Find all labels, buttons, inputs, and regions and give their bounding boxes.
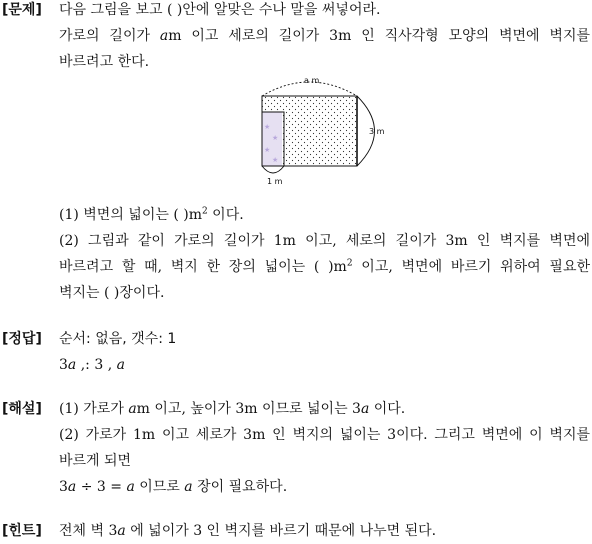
explanation-line4: 3a ÷ 3 = a 이므로 a 장이 필요하다. [59, 479, 288, 495]
problem-intro-line2: 바르려고 한다. [59, 54, 150, 70]
answer-tag: [정답] [2, 331, 42, 347]
question-2-line2: 바르려고 할 때, 벽지 한 장의 넓이는 ( )$m^2$ 이고, 벽면에 바르기 위하여 필요한 [59, 258, 590, 275]
answer-value: 3a ,: 3 , a [59, 357, 125, 373]
question-2-line3: 벽지는 ( )장이다. [59, 285, 165, 301]
answer-body [59, 326, 590, 378]
problem-tag: [문제] [2, 2, 42, 18]
svg-text:★: ★ [272, 134, 279, 142]
explanation-line2: (2) 가로가 1m 이고 세로가 3m 인 벽지의 넓이는 3이다. 그리고 벽면에 이 벽지를 [59, 427, 590, 443]
problem-body [59, 0, 590, 75]
hint-line: 전체 벽 3a 에 넓이가 3 인 벽지를 바르기 때문에 나누면 된다. [59, 523, 437, 539]
question-2-line1: (2) 그림과 같이 가로의 길이가 1m 이고, 세로의 길이가 3m 인 벽지를 벽면에 [59, 233, 590, 249]
figure-label-top: a m [304, 76, 320, 85]
svg-text:★: ★ [264, 123, 271, 131]
figure-label-right: 3 m [369, 127, 385, 136]
explanation-body [59, 396, 590, 500]
answer-meta: 순서: 없음, 갯수: 1 [59, 331, 177, 347]
hint-body [59, 518, 590, 544]
figure-label-bottom: 1 m [267, 177, 283, 186]
problem-questions [59, 202, 590, 306]
svg-text:★: ★ [272, 156, 279, 164]
svg-text:★: ★ [264, 146, 271, 154]
hint-tag: [힌트] [2, 523, 42, 539]
explanation-line3: 바르게 되면 [59, 453, 132, 469]
question-1: (1) 벽면의 넓이는 ( )$m^2$ 이다. [59, 206, 244, 223]
problem-instruction: 다음 그림을 보고 ( )안에 알맞은 수나 말을 써넣어라. [59, 2, 381, 18]
explanation-line1: (1) 가로가 am 이고, 높이가 3m 이므로 넓이는 3a 이다. [59, 401, 406, 417]
problem-intro-line1: 가로의 길이가 am 이고 세로의 길이가 3m 인 직사각형 모양의 벽면에 벽지를 [59, 28, 590, 44]
wall-figure [252, 72, 394, 188]
explanation-tag: [해설] [2, 401, 42, 417]
